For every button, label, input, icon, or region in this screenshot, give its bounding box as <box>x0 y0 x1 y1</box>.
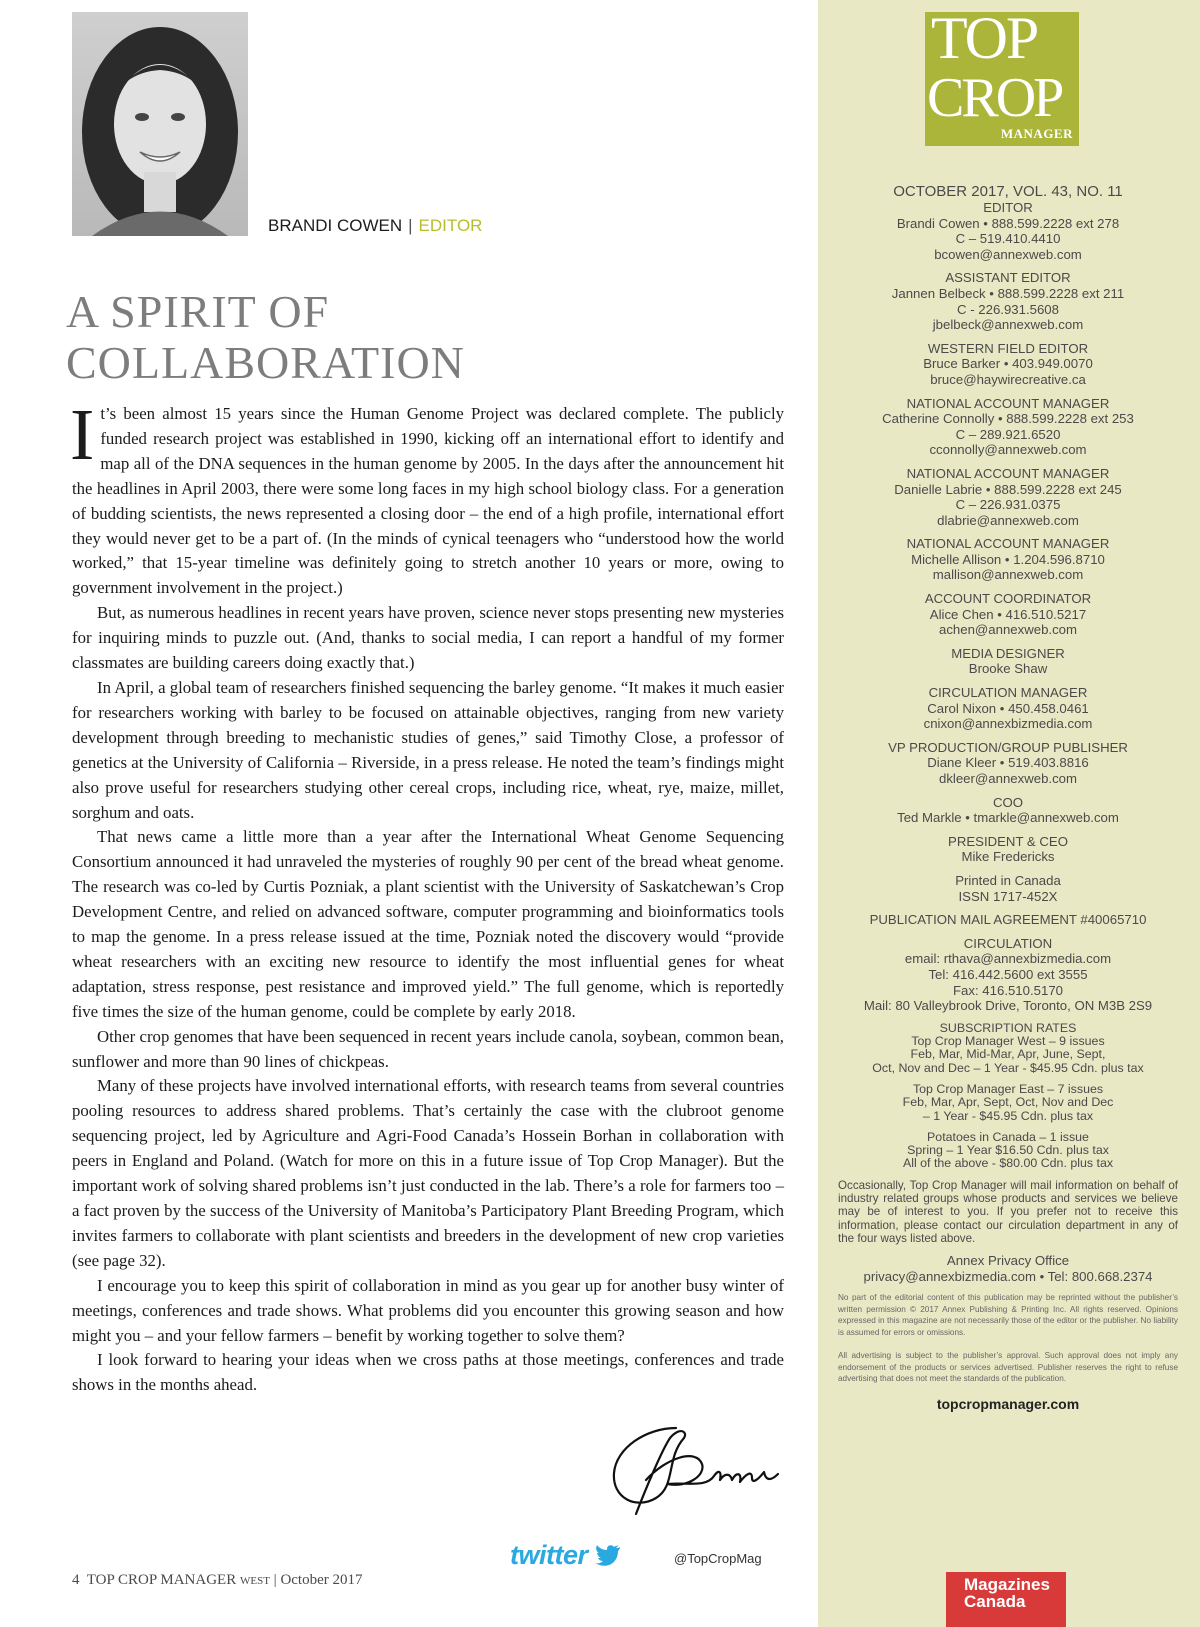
masthead-coo: COO Ted Markle • tmarkle@annexweb.com <box>897 794 1119 826</box>
advertising-notice: All advertising is subject to the publisher’s approval. Such approval does not imply any endorsement of the products or services advertised. Publisher reserves the right to refuse advertising that does not meet the standards of the publication. <box>838 1351 1178 1384</box>
mailing-notice: Occasionally, Top Crop Manager will mail information on behalf of industry related groups whose products and services we believe may be of interest to you. If you prefer not to receive this information, please contact our circulation department in any of the four ways listed above. <box>838 1178 1178 1245</box>
twitter-handle[interactable]: @TopCropMag <box>674 1551 762 1566</box>
editor-photo <box>72 12 248 236</box>
masthead-president: PRESIDENT & CEO Mike Fredericks <box>948 833 1068 865</box>
logo-line-1: TOP <box>931 5 1038 71</box>
magazine-title: TOP CROP MANAGER <box>86 1572 237 1588</box>
page-footer <box>72 1572 363 1589</box>
website-link[interactable]: topcropmanager.com <box>936 1395 1080 1412</box>
masthead-account-coordinator: ACCOUNT COORDINATOR Alice Chen • 416.510.5217 achen@annexweb.com <box>924 591 1092 638</box>
page-number: 4 <box>72 1572 80 1588</box>
signature-icon <box>606 1418 786 1518</box>
byline <box>268 216 482 236</box>
article-headline <box>66 286 465 388</box>
edition-label: WEST <box>239 1575 270 1587</box>
author-role: EDITOR <box>418 216 483 235</box>
issue-info: OCTOBER 2017, VOL. 43, NO. 11 <box>893 183 1123 200</box>
article-paragraph: That news came a little more than a year after the International Wheat Genome Sequencing Consortium announced it had unraveled the mysteries of roughly 90 per cent of the bread wheat genome. The research was co-led by Curtis Pozniak, a plant scientist with the University of Saskatchewan’s Crop Development Centre, and relied on advanced software, computer programming and bioinformatics tools to map the genome. In a press release issued at the time, Pozniak noted the discovery would “provide wheat researchers with an exciting new resource to identify the most influential genes for wheat adaptation, stress response, pest resistance and improved yield.” The full genome, which is reportedly five times the size of the human genome, could be complete by early 2018. <box>72 827 784 1021</box>
masthead-printed: Printed in Canada ISSN 1717-452X <box>955 872 1061 904</box>
masthead-editor: EDITOR Brandi Cowen • 888.599.2228 ext 278 C – 519.410.4410 bcowen@annexweb.com <box>896 200 1120 262</box>
logo-line-2: CROP <box>927 67 1062 129</box>
masthead-account-manager-1: NATIONAL ACCOUNT MANAGER Catherine Connolly • 888.599.2228 ext 253 C – 289.921.6520 cconnolly@annexweb.com <box>882 395 1134 458</box>
masthead-media-designer: MEDIA DESIGNER Brooke Shaw <box>951 645 1065 677</box>
issue-date: October 2017 <box>280 1572 363 1588</box>
twitter-bird-icon <box>595 1544 621 1566</box>
twitter-logo[interactable]: twitter <box>510 1540 621 1571</box>
handwritten-signature <box>606 1418 786 1523</box>
article-body <box>70 394 784 1398</box>
article-paragraph: But, as numerous headlines in recent years have proven, science never stops presenting new mysteries for inquiring minds to puzzle out. (And, thanks to social media, I can report a handful of my former classmates are building careers doing exactly that.) <box>72 603 784 673</box>
magazines-canada-logo: Magazines Canada <box>946 1572 1066 1627</box>
article-paragraph: Many of these projects have involved international efforts, with research teams from several countries pooling resources to address shared problems. That’s certainly the case with the clubroot genome sequencing project, led by Agriculture and Agri-Food Canada’s Hossein Borhan in collaboration with peers in England and Poland. (Watch for more on this in a future issue of Top Crop Manager). But the important work of solving shared problems isn’t just conducted in the lab. There’s a role for farmers too – a fact proven by the success of the University of Manitoba’s Participatory Plant Breeding Program, which invites farmers to collaborate with plant scientists and breeders in the development of new crop varieties (see page 32). <box>72 1076 784 1270</box>
copyright-notice: No part of the editorial content of this publication may be reprinted without the publisher’s written permission © 2017 Annex Publishing & Printing Inc. All rights reserved. Opinions expressed in this magazine are not necessarily those of the editor or the publisher. No liability is assumed for errors or omissions. <box>838 1293 1178 1337</box>
article-paragraph: Other crop genomes that have been sequenced in recent years include canola, soybean, common bean, sunflower and more than 90 lines of chickpeas. <box>72 1026 784 1071</box>
logo-line-3: MANAGER <box>1000 126 1073 141</box>
masthead-account-manager-2: NATIONAL ACCOUNT MANAGER Danielle Labrie • 888.599.2228 ext 245 C – 226.931.0375 dlabrie@annexweb.com <box>894 465 1122 528</box>
masthead-account-manager-3: NATIONAL ACCOUNT MANAGER Michelle Allison • 1.204.596.8710 mallison@annexweb.com <box>906 536 1110 583</box>
headline-line-1: A SPIRIT OF <box>66 286 330 337</box>
article-paragraph: I encourage you to keep this spirit of collaboration in mind as you gear up for another busy winter of meetings, conferences and trade shows. What problems did you encounter this growing season and how might you – and your fellow farmers – benefit by working together to solve them? <box>72 1275 784 1345</box>
article-paragraph: In April, a global team of researchers finished sequencing the barley genome. “It makes it much easier for researchers working with barley to be focused on attainable objectives, ranging from new variety development through breeding to mechanistic studies of genes,” said Timothy Close, a professor of genetics at the University of California – Riverside, in a press release. He noted the team’s findings might also prove useful for researchers studying other cereal crops, including rice, wheat, rye, maize, millet, sorghum and oats. <box>72 677 784 822</box>
article-paragraph: I look forward to hearing your ideas when we cross paths at those meetings, conferences and trade shows in the months ahead. <box>72 1350 784 1395</box>
headline-line-2: COLLABORATION <box>66 337 465 388</box>
top-crop-manager-logo <box>925 5 1079 146</box>
masthead-circulation: CIRCULATION email: rthava@annexbizmedia.com Tel: 416.442.5600 ext 3555 Fax: 416.510.5170 Mail: 80 Valleybrook Drive, Toronto, ON M3B 2S9 <box>863 935 1153 1014</box>
masthead-vp-production: VP PRODUCTION/GROUP PUBLISHER Diane Kleer • 519.403.8816 dkleer@annexweb.com <box>888 739 1128 786</box>
subscription-rates: SUBSCRIPTION RATES Top Crop Manager West – 9 issues Feb, Mar, Mid-Mar, Apr, June, Sept, Oct, Nov and Dec – 1 Year - $45.95 Cdn. plus tax Top Crop Manager East – 7 issues Feb, Mar, Apr, Sept, Oct, Nov and Dec – 1 Year - $45.95 Cdn. plus tax Potatoes in Canada – 1 issue Spring – 1 Year $16.50 Cdn. plus tax All of the above - $80.00 Cdn. plus tax <box>872 1020 1144 1171</box>
footer-separator: | <box>273 1572 277 1588</box>
author-name: BRANDI COWEN <box>268 216 403 235</box>
drop-cap: I <box>70 394 95 475</box>
masthead-credits <box>838 183 1178 1412</box>
article-paragraph: It’s been almost 15 years since the Human Genome Project was declared complete. The publicly funded research project was established in 1990, kicking off an international effort to identify and map all of the DNA sequences in the human genome by 2005. In the days after the announcement hit the headlines in April 2003, there were some long faces in my high school biology class. For a generation of budding scientists, the news represented a closing door – the end of a high profile, international effort they would never get to be a part of. (In the minds of cynical teenagers who “understood how the world worked,” that 15-year timeline was definitely going to stretch another 10 years or more, owing to government involvement in the project.) <box>70 394 784 598</box>
privacy-office: Annex Privacy Office privacy@annexbizmedia.com • Tel: 800.668.2374 <box>863 1253 1153 1284</box>
publication-mail-agreement: PUBLICATION MAIL AGREEMENT #40065710 <box>869 912 1147 928</box>
masthead-western-field-editor: WESTERN FIELD EDITOR Bruce Barker • 403.949.0070 bruce@haywirecreative.ca <box>923 340 1093 387</box>
byline-separator: | <box>408 216 413 235</box>
masthead-assistant-editor: ASSISTANT EDITOR Jannen Belbeck • 888.599.2228 ext 211 C - 226.931.5608 jbelbeck@annexweb.com <box>891 270 1125 333</box>
masthead-circulation-manager: CIRCULATION MANAGER Carol Nixon • 450.458.0461 cnixon@annexbizmedia.com <box>923 685 1093 732</box>
editor-portrait-image <box>72 12 248 236</box>
